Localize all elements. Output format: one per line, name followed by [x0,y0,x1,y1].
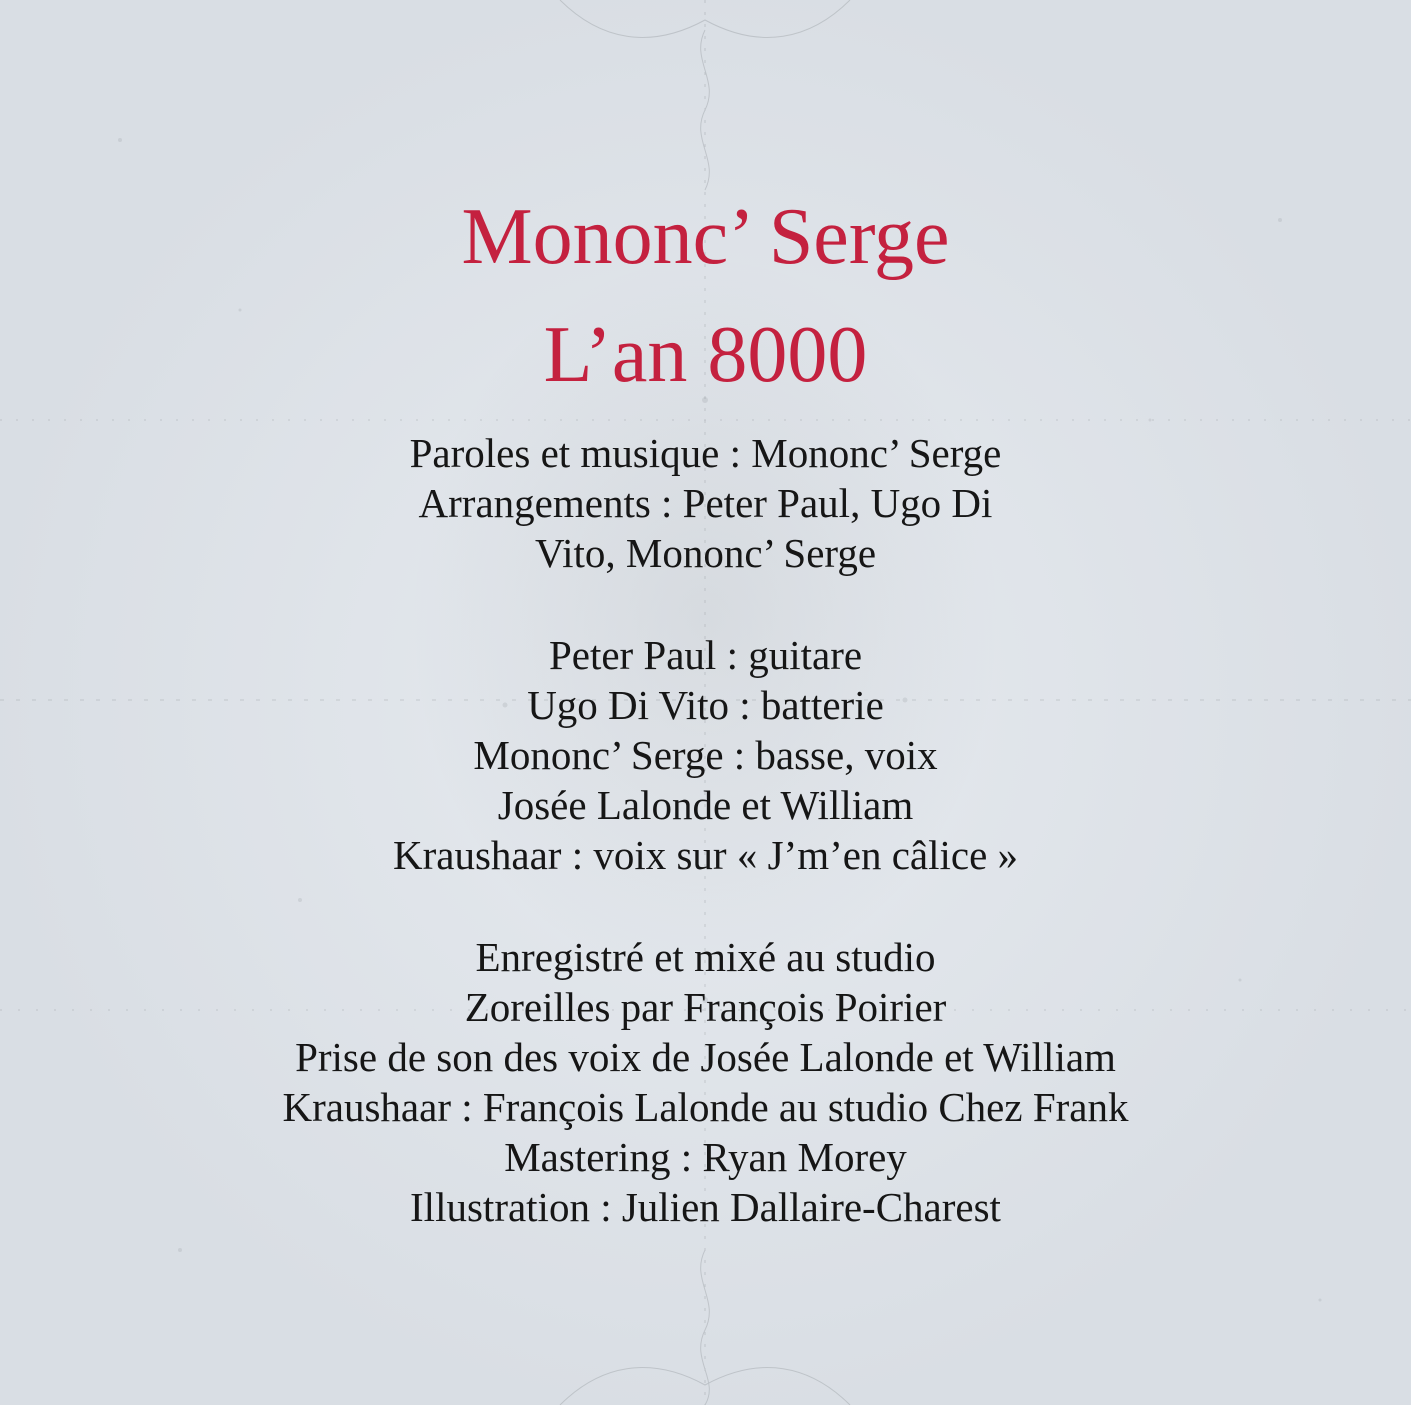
credit-line: Vito, Mononc’ Serge [534,530,877,576]
credit-line: Prise de son des voix de Josée Lalonde et William [295,1034,1116,1080]
credit-line: Zoreilles par François Poirier [464,984,947,1030]
artist-name: Mononc’ Serge [461,193,950,281]
credit-line: Mastering : Ryan Morey [504,1134,907,1180]
credit-line: Kraushaar : François Lalonde au studio Chez Frank [282,1084,1129,1130]
credit-line: Peter Paul : guitare [548,632,863,678]
song-title-block [0,178,1411,414]
writing-credits [0,428,1411,578]
credit-line: Mononc’ Serge : basse, voix [473,732,938,778]
song-title: L’an 8000 [543,311,868,399]
credit-line: Enregistré et mixé au studio [475,934,936,980]
credit-line: Josée Lalonde et William [497,782,914,828]
credit-line: Arrangements : Peter Paul, Ugo Di [418,480,993,526]
credit-line: Kraushaar : voix sur « J’m’en câlice » [392,832,1019,878]
production-credits [0,932,1411,1232]
musician-credits [0,630,1411,880]
credit-line: Ugo Di Vito : batterie [527,682,884,728]
credit-line: Illustration : Julien Dallaire-Charest [410,1184,1001,1230]
credit-line: Paroles et musique : Mononc’ Serge [409,430,1002,476]
